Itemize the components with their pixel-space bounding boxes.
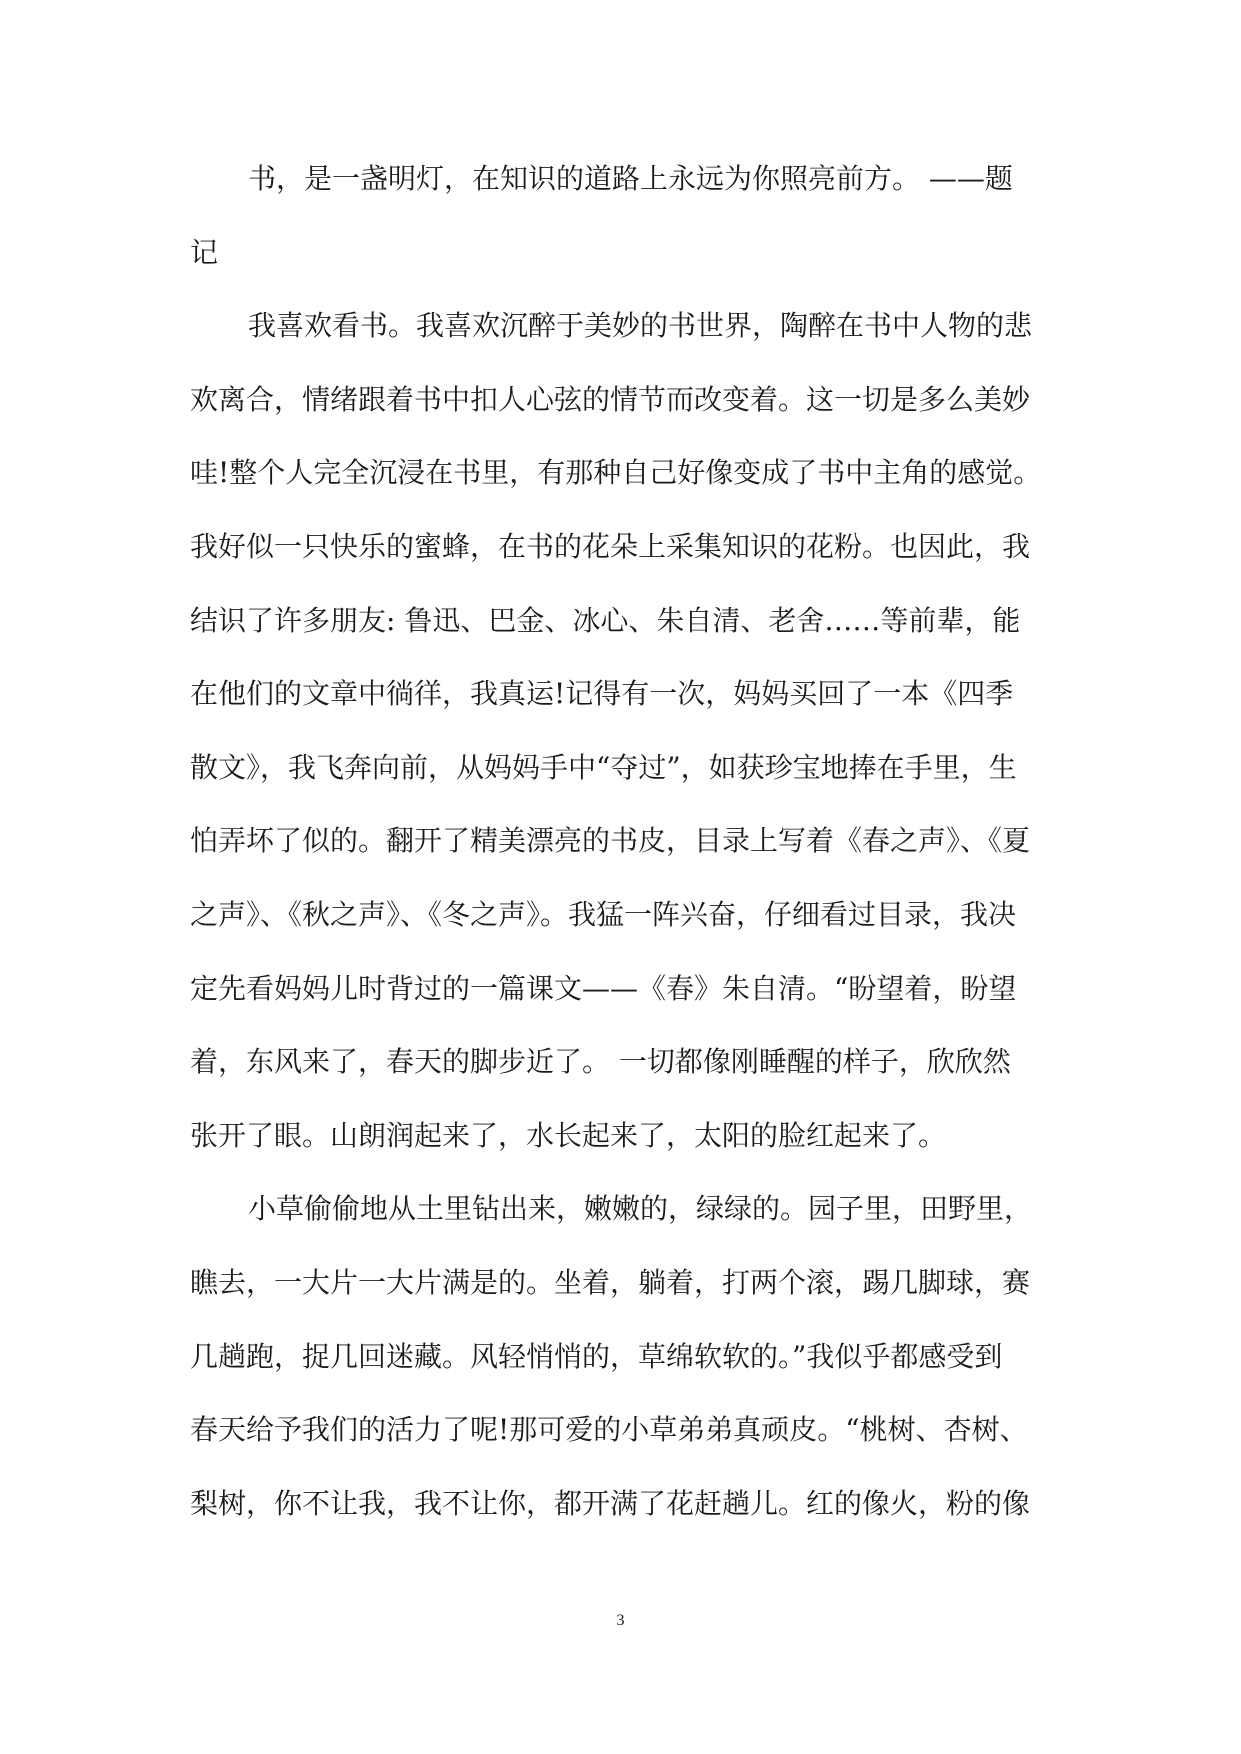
text-line: 梨树，你不让我，我不让你，都开满了花赶趟儿。红的像火，粉的像 — [190, 1486, 1031, 1520]
text-line: 结识了许多朋友: 鲁迅、巴金、冰心、朱自清、老舍……等前辈，能 — [190, 603, 1021, 637]
text-line: 我喜欢看书。我喜欢沉醉于美妙的书世界，陶醉在书中人物的悲 — [248, 309, 1033, 343]
text-line: 张开了眼。山朗润起来了，水长起来了，太阳的脸红起来了。 — [190, 1118, 947, 1152]
text-line: 瞧去，一大片一大片满是的。坐着，躺着，打两个滚，踢几脚球，赛 — [190, 1265, 1031, 1299]
text-line: 定先看妈妈儿时背过的一篇课文——《春》朱自清。“盼望着，盼望 — [190, 971, 1017, 1005]
text-line: 欢离合，情绪跟着书中扣人心弦的情节而改变着。这一切是多么美妙 — [190, 382, 1031, 416]
body-text — [190, 142, 1066, 1540]
text-line: 在他们的文章中徜徉，我真运!记得有一次，妈妈买回了一本《四季 — [190, 677, 1014, 711]
text-line: 我好似一只快乐的蜜蜂，在书的花朵上采集知识的花粉。也因此，我 — [190, 529, 1031, 563]
text-line: 怕弄坏了似的。翻开了精美漂亮的书皮，目录上写着《春之声》、《夏 — [190, 824, 1031, 858]
text-line: 春天给予我们的活力了呢!那可爱的小草弟弟真顽皮。“桃树、杏树、 — [190, 1413, 1028, 1447]
text-line: 着，东风来了，春天的脚步近了。 一切都像刚睡醒的样子，欣欣然 — [190, 1045, 1011, 1079]
text-line: 之声》、《秋之声》、《冬之声》。我猛一阵兴奋，仔细看过目录，我决 — [190, 897, 1017, 931]
text-line: 哇!整个人完全沉浸在书里，有那种自己好像变成了书中主角的感觉。 — [190, 456, 1042, 490]
text-line: 记 — [190, 235, 219, 269]
text-line: 散文》，我飞奔向前，从妈妈手中“夺过”，如获珍宝地捧在手里，生 — [190, 750, 1017, 784]
text-line: 书，是一盏明灯，在知识的道路上永远为你照亮前方。 ——题 — [248, 162, 1013, 195]
text-line: 小草偷偷地从土里钻出来，嫩嫩的，绿绿的。园子里，田野里， — [248, 1192, 1033, 1226]
text-line: 几趟跑，捉几回迷藏。风轻悄悄的，草绵软软的。”我似乎都感受到 — [190, 1339, 1003, 1373]
page-number: 3 — [616, 1612, 625, 1629]
